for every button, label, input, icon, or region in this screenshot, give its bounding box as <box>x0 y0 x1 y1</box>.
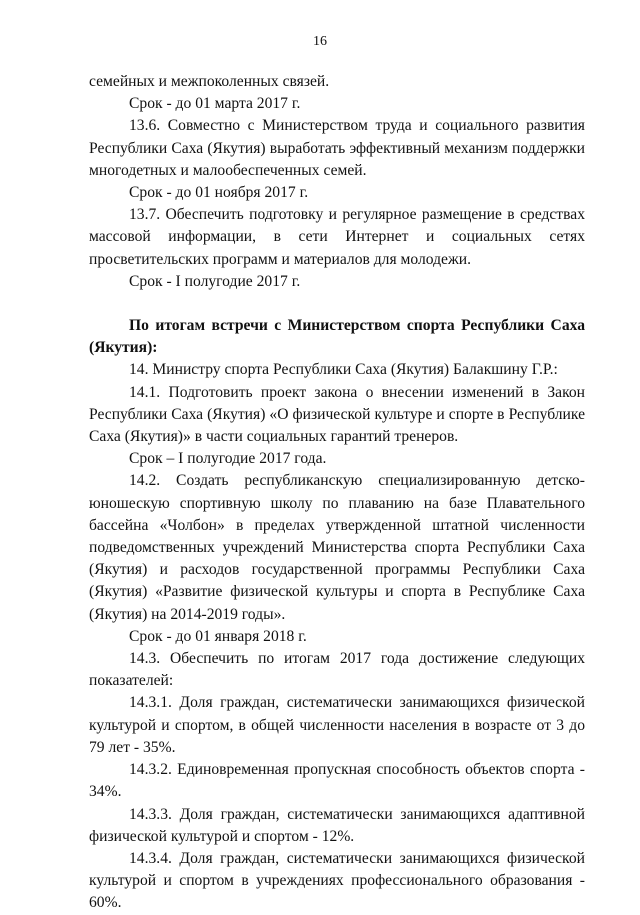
item-13-7: 13.7. Обеспечить подготовку и регулярное размещение в средствах массовой информации, в сети Интернет и социальных сетях просветительских программ и материалов для молодежи. <box>89 206 585 268</box>
page-number: 16 <box>313 34 327 49</box>
item-14-3: 14.3. Обеспечить по итогам 2017 года достижение следующих показателей: <box>89 650 585 690</box>
item-14-3-4: 14.3.4. Доля граждан, систематически занимающихся физической культурой и спортом в учреждениях профессионального образования - 60%. <box>89 849 585 912</box>
item-14: 14. Министру спорта Республики Саха (Якутия) Балакшину Г.Р.: <box>129 361 558 379</box>
deadline-13-5: Срок - до 01 марта 2017 г. <box>129 95 301 113</box>
paragraph-continuation: семейных и межпоколенных связей. <box>89 73 330 90</box>
item-14-3-3: 14.3.3. Доля граждан, систематически занимающихся адаптивной физической культурой и спортом - 12%. <box>89 805 585 845</box>
deadline-13-7: Срок - I полугодие 2017 г. <box>129 272 301 290</box>
deadline-14-2: Срок - до 01 января 2018 г. <box>129 627 307 645</box>
item-14-3-1: 14.3.1. Доля граждан, систематически занимающихся физической культурой и спортом, в общей численности населения в возрасте от 3 до 79 лет - 35%. <box>89 694 585 756</box>
item-14-2: 14.2. Создать республиканскую специализированную детско-юношескую спортивную школу по плаванию на базе Плавательного бассейна «Чолбон» в пределах утвержденной штатной численности подведомственных учреждений Министерства спорта Республики Саха (Якутия) и расходов государственной программы Республики Саха (Якутия) «Развитие физической культуры и спорта в Республике Саха (Якутия) на 2014-2019 годы». <box>89 472 585 623</box>
item-14-3-2: 14.3.2. Единовременная пропускная способность объектов спорта - 34%. <box>89 761 585 801</box>
item-13-6: 13.6. Совместно с Министерством труда и социального развития Республики Саха (Якутия) выработать эффективный механизм поддержки многодетных и малообеспеченных семей. <box>89 117 585 179</box>
section-spacer <box>89 293 585 315</box>
deadline-14-1: Срок – I полугодие 2017 года. <box>129 450 327 468</box>
item-14-1: 14.1. Подготовить проект закона о внесении изменений в Закон Республики Саха (Якутия) «О физической культуре и спорте в Республике Саха (Якутия)» в части социальных гарантий тренеров. <box>89 383 585 446</box>
document-body <box>89 71 585 915</box>
section-heading: По итогам встречи с Министерством спорта Республики Саха (Якутия): <box>89 317 585 357</box>
deadline-13-6: Срок - до 01 ноября 2017 г. <box>129 184 309 202</box>
